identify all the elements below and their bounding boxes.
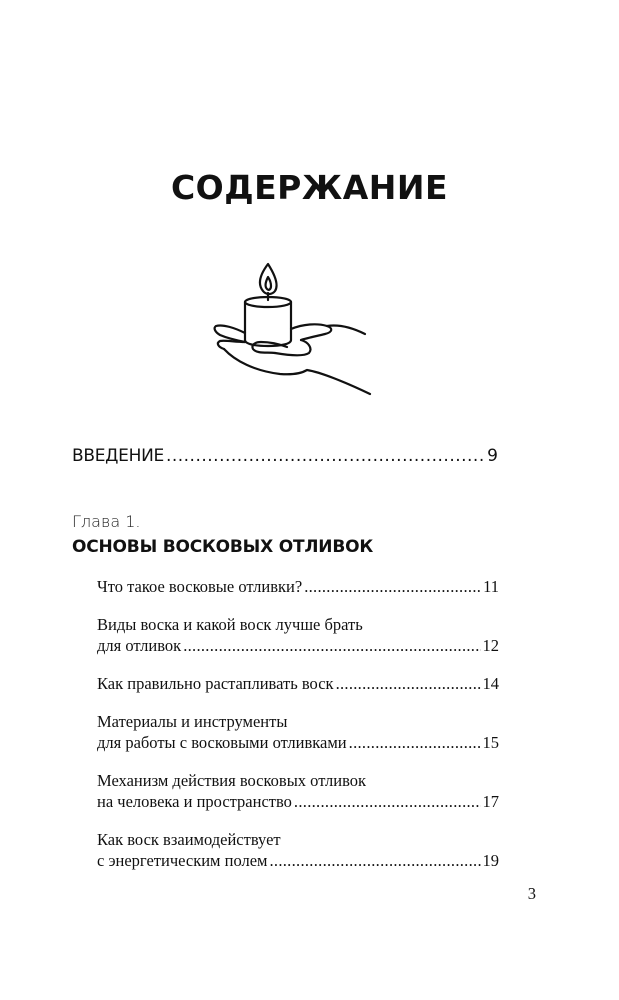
toc-entry-label-line: Как воск взаимодействует <box>97 830 281 849</box>
toc-entry-label: Что такое восковые отливки? <box>97 577 303 596</box>
toc-entry-page: 19 <box>482 851 499 870</box>
toc-entry-page: 15 <box>482 733 499 752</box>
toc-entry-label: для отливок <box>97 636 182 655</box>
toc-entries <box>97 576 499 888</box>
toc-entry-label-line: Механизм действия восковых отливок <box>97 771 367 790</box>
toc-entry-page: 12 <box>482 636 499 655</box>
chapter-title: ОСНОВЫ ВОСКОВЫХ ОТЛИВОК <box>72 537 374 557</box>
toc-entry[interactable] <box>97 673 499 694</box>
chapter-kicker: Глава 1. <box>72 512 141 531</box>
toc-entry[interactable] <box>97 576 499 597</box>
toc-entry-label: для работы с восковыми отливками <box>97 733 347 752</box>
dot-leader <box>336 673 481 694</box>
toc-entry-page: 17 <box>482 792 499 811</box>
toc-entry-label: на человека и пространство <box>97 792 292 811</box>
toc-entry-label: с энергетическим полем <box>97 851 268 870</box>
toc-entry-page: 11 <box>483 577 499 596</box>
hand-holding-candle-icon <box>205 258 380 398</box>
toc-entry-label: Как правильно растапливать воск <box>97 674 334 693</box>
toc-entry-page: 9 <box>487 446 498 466</box>
toc-entry[interactable] <box>97 829 499 871</box>
page-title: СОДЕРЖАНИЕ <box>170 168 449 207</box>
dot-leader <box>294 791 481 812</box>
toc-entry-label-line: Виды воска и какой воск лучше брать <box>97 615 363 634</box>
toc-entry[interactable] <box>97 614 499 656</box>
dot-leader <box>183 635 480 656</box>
page-number: 3 <box>527 884 536 903</box>
toc-entry[interactable] <box>97 770 499 812</box>
toc-entry-page: 14 <box>482 674 499 693</box>
toc-entry-label-line: Материалы и инструменты <box>97 712 288 731</box>
toc-entry[interactable] <box>97 711 499 753</box>
toc-entry-label: ВВЕДЕНИЕ <box>72 446 164 466</box>
dot-leader <box>349 732 481 753</box>
dot-leader <box>304 576 481 597</box>
dot-leader <box>166 446 485 466</box>
toc-entry-intro[interactable] <box>72 446 498 466</box>
dot-leader <box>269 850 480 871</box>
